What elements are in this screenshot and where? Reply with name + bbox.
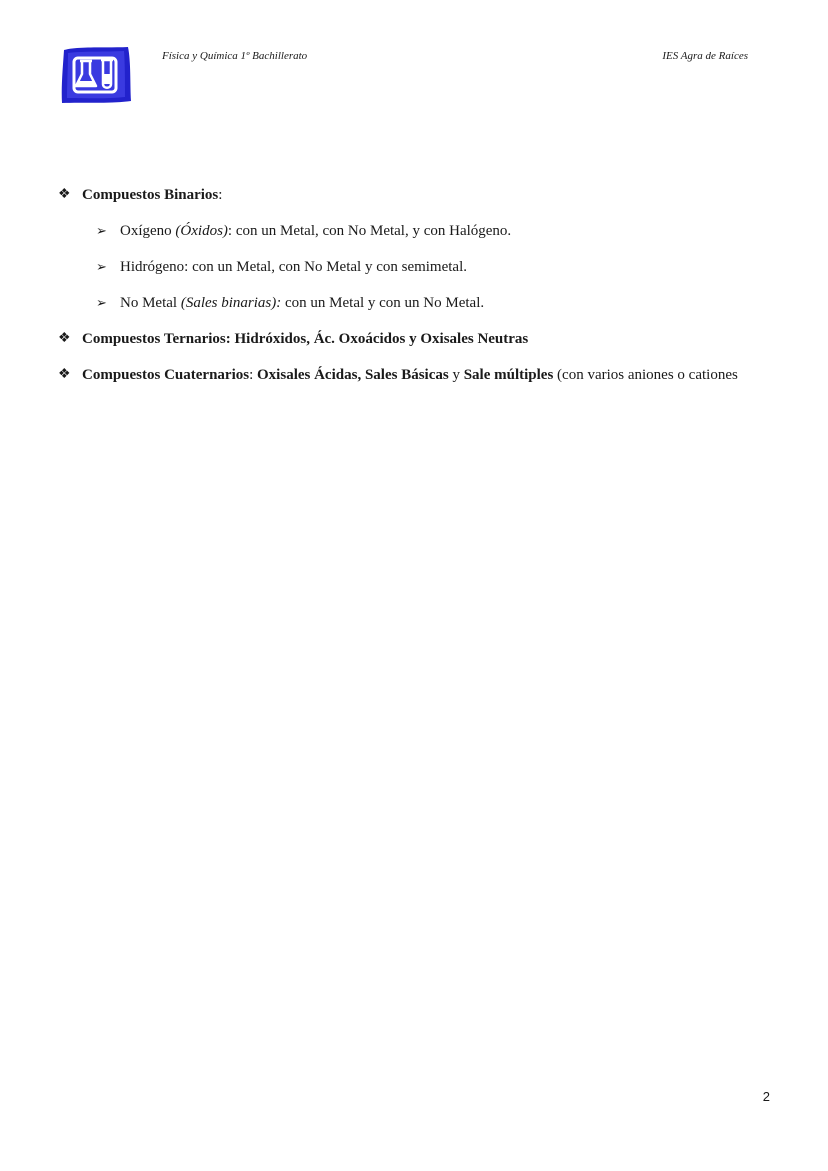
page-number: 2 <box>762 1089 770 1104</box>
diamond-bullet-icon: ❖ <box>58 187 71 202</box>
list-item-oxigeno: ➢ Oxígeno (Óxidos): con un Metal, con No Metal, y con Halógeno. <box>96 220 770 242</box>
diamond-bullet-icon: ❖ <box>58 331 71 346</box>
ternarios-title: Compuestos Ternarios: Hidróxidos, Ác. Oxoácidos y Oxisales Neutras <box>82 331 529 347</box>
list-item-nometal: ➢ No Metal (Sales binarias): con un Metal y con un No Metal. <box>96 292 770 314</box>
arrow-bullet-icon: ➢ <box>96 223 107 238</box>
list-item-hidrogeno: ➢ Hidrógeno: con un Metal, con No Metal y con semimetal. <box>96 256 770 278</box>
header-school: IES Agra de Raíces <box>662 50 748 62</box>
list-item-binarios: ❖ Compuestos Binarios: <box>58 184 770 206</box>
arrow-bullet-icon: ➢ <box>96 259 107 274</box>
cuaternarios-title: Compuestos Cuaternarios <box>82 367 250 383</box>
arrow-bullet-icon: ➢ <box>96 295 107 310</box>
diamond-bullet-icon: ❖ <box>58 367 71 382</box>
document-body <box>58 184 770 400</box>
list-item-ternarios <box>58 328 770 350</box>
header-course: Física y Química 1º Bachillerato <box>162 50 308 62</box>
flask-test-tube-icon <box>58 44 134 106</box>
binarios-title: Compuestos Binarios <box>82 187 219 203</box>
list-item-cuaternarios: ❖ Compuestos Cuaternarios: Oxisales Ácidas, Sales Básicas y Sale múltiples (con varios aniones o cationes <box>58 364 770 386</box>
